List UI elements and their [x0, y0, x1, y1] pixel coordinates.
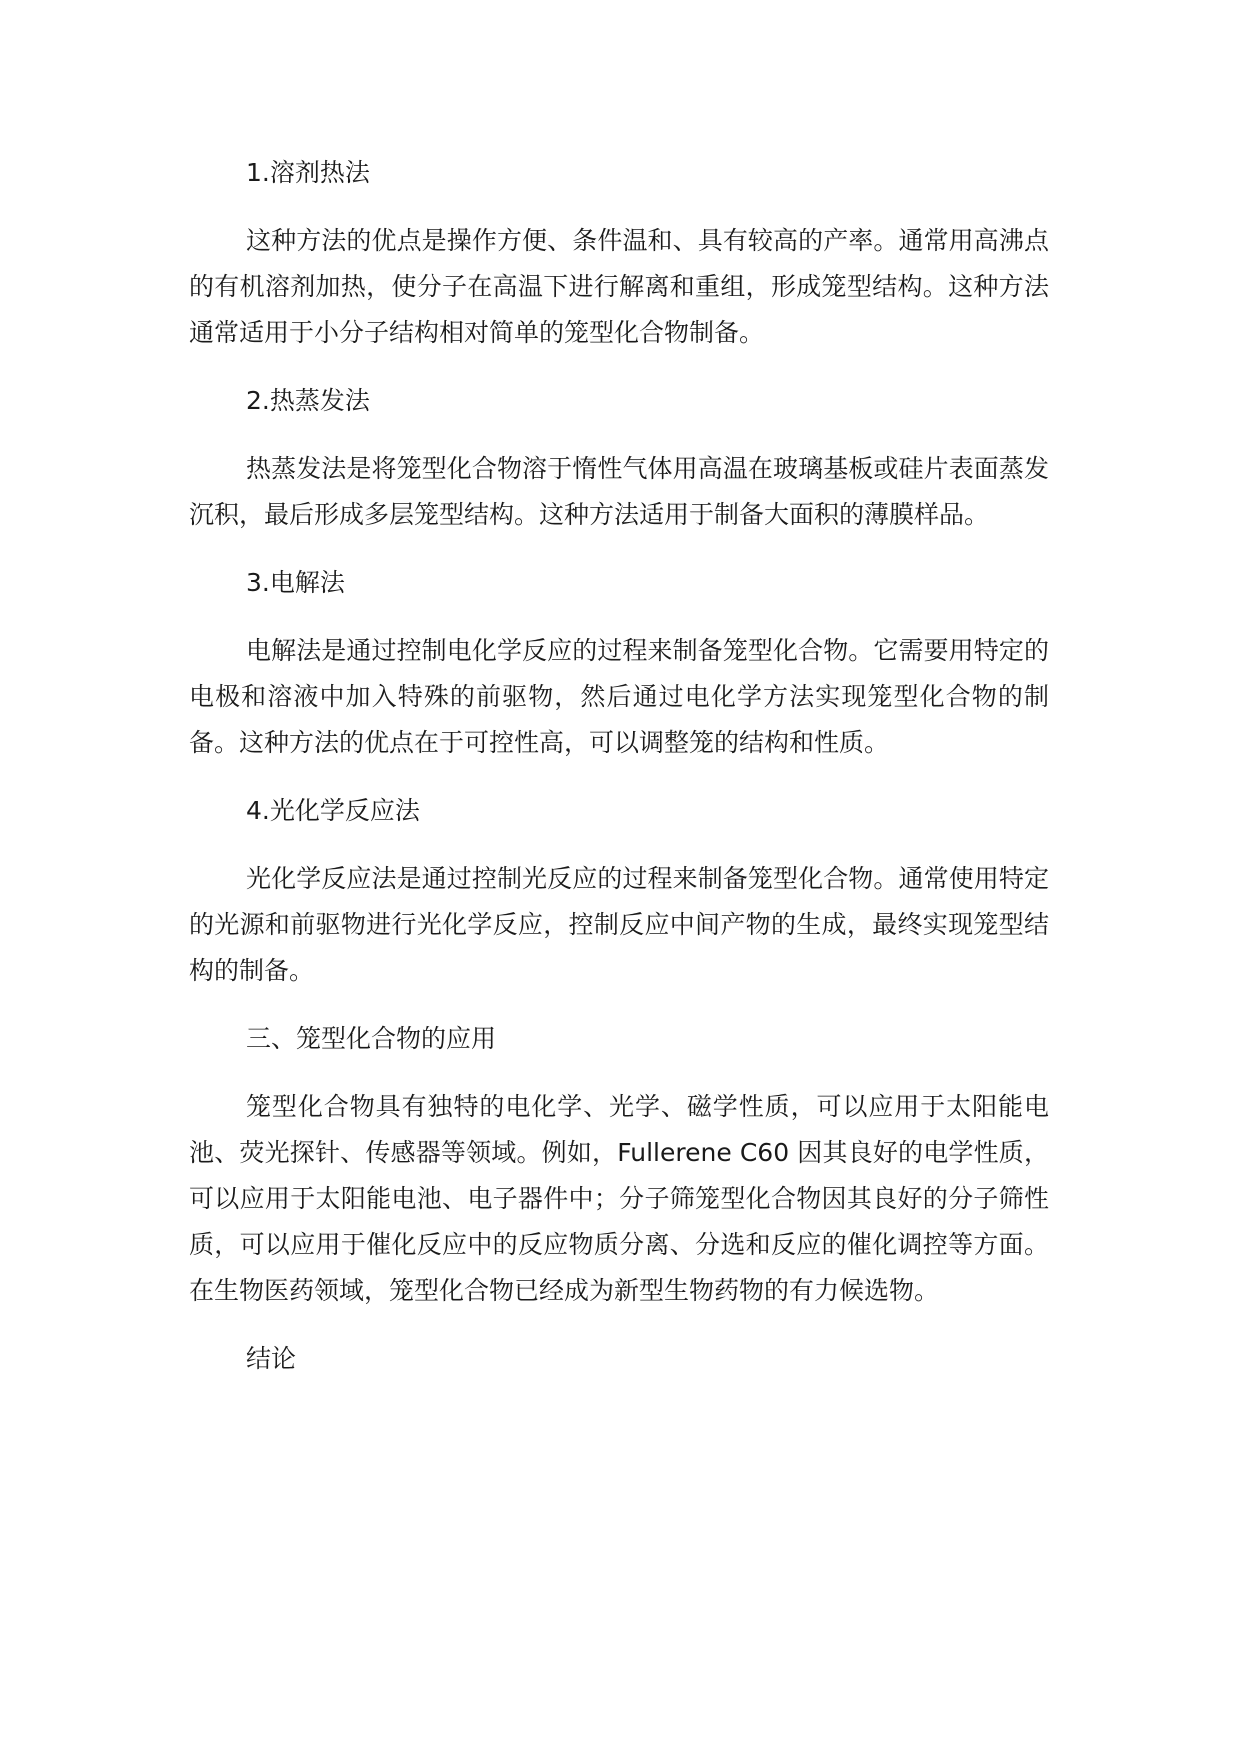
- paragraph-line: 电解法是通过控制电化学反应的过程来制备笼型化合物。它需要用: [246, 636, 974, 665]
- paragraph-line: 应的催化调控等方面。在生物医药领域，笼型化合物已经成为新型生物: [189, 1230, 1049, 1305]
- paragraph-line: 这种方法的优点是操作方便、条件温和、具有较高的产率。通常用: [246, 226, 974, 255]
- section-heading: 4.光化学反应法: [246, 796, 420, 825]
- paragraph-line: 学性质，可以应用于太阳能电池、电子器件中；分子筛笼型化合物因其: [189, 1138, 1049, 1213]
- section-heading: 3.电解法: [246, 568, 345, 597]
- paragraph-line: 特定的电极和溶液中加入特殊的前驱物，然后通过电化学方法实现笼型: [189, 636, 1049, 711]
- paragraph-line: 用特定的光源和前驱物进行光化学反应，控制反应中间产物的生成，最: [189, 864, 1049, 939]
- section-paragraph: [189, 446, 1049, 538]
- section-heading: 2.热蒸发法: [246, 386, 370, 415]
- paragraph-line: 光化学反应法是通过控制光反应的过程来制备笼型化合物。通常使: [246, 864, 974, 893]
- paragraph-line: 终实现笼型结构的制备。: [189, 910, 1049, 985]
- section-paragraph: [189, 218, 1049, 356]
- section-heading: 三、笼型化合物的应用: [246, 1024, 497, 1053]
- section-paragraph: [189, 628, 1049, 766]
- paragraph-line: 构。这种方法通常适用于小分子结构相对简单的笼型化合物制备。: [189, 272, 1049, 347]
- paragraph-line: 能电池、荧光探针、传感器等领域。例如，Fullerene C60 因其良好的电: [189, 1092, 1049, 1167]
- section-heading: 1.溶剂热法: [246, 158, 370, 187]
- paragraph-line: 热蒸发法是将笼型化合物溶于惰性气体用高温在玻璃基板或硅片表: [246, 454, 974, 483]
- section-paragraph: [189, 856, 1049, 994]
- conclusion-heading: 结论: [246, 1344, 297, 1373]
- paragraph-line: 药物的有力候选物。: [714, 1276, 940, 1305]
- paragraph-line: 质。: [839, 728, 890, 757]
- paragraph-line: 良好的分子筛性质，可以应用于催化反应中的反应物质分离、分选和反: [189, 1184, 1049, 1259]
- paragraph-line: 化合物的制备。这种方法的优点在于可控性高，可以调整笼的结构和性: [189, 682, 1049, 757]
- paragraph-line: 膜样品。: [889, 500, 990, 529]
- document-page: [189, 150, 1049, 1382]
- section-paragraph: [189, 1084, 1049, 1314]
- paragraph-line: 面蒸发沉积，最后形成多层笼型结构。这种方法适用于制备大面积的薄: [189, 454, 1049, 529]
- paragraph-line: 高沸点的有机溶剂加热，使分子在高温下进行解离和重组，形成笼型结: [189, 226, 1049, 301]
- paragraph-line: 笼型化合物具有独特的电化学、光学、磁学性质，可以应用于太阳: [246, 1092, 999, 1121]
